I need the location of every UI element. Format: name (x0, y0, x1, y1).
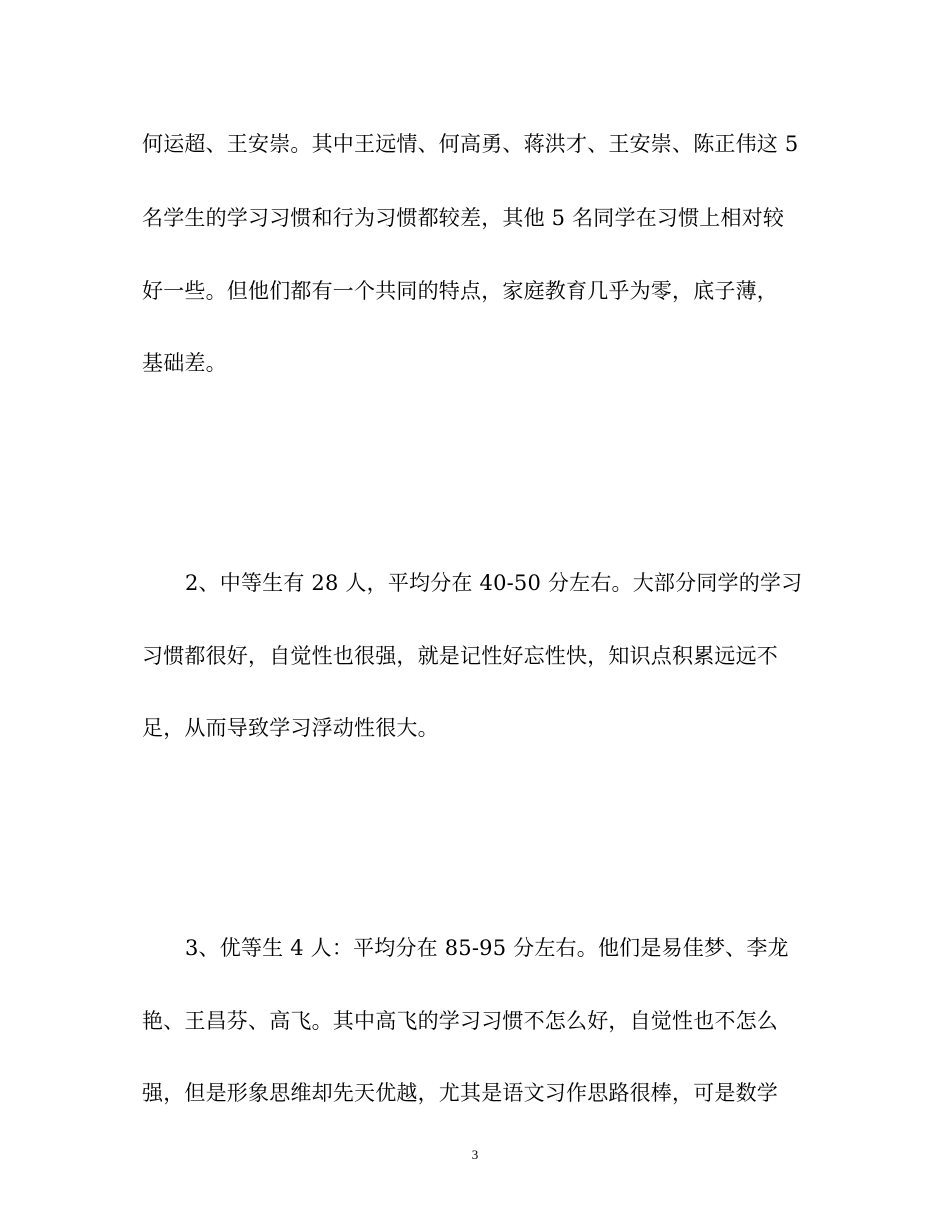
paragraph-1-line-3: 好一些。但他们都有一个共同的特点，家庭教育几乎为零，底子薄， (142, 279, 778, 303)
paragraph-3-line-3: 强，但是形象思维却先天优越，尤其是语文习作思路很棒，可是数学 (142, 1081, 778, 1105)
paragraph-1-line-1: 何运超、王安崇。其中王远情、何高勇、蒋洪才、王安崇、陈正伟这 5 (142, 132, 799, 156)
paragraph-3-line-2: 艳、王昌芬、高飞。其中高飞的学习习惯不怎么好，自觉性也不怎么 (142, 1009, 778, 1033)
page-number: 3 (471, 1147, 479, 1162)
paragraph-2-line-1: 2、中等生有 28 人，平均分在 40-50 分左右。大部分同学的学习 (185, 571, 803, 595)
paragraph-2-line-3: 足，从而导致学习浮动性很大。 (142, 716, 439, 740)
paragraph-3-line-1: 3、优等生 4 人：平均分在 85-95 分左右。他们是易佳梦、李龙 (185, 936, 789, 960)
paragraph-2-line-2: 习惯都很好，自觉性也很强，就是记性好忘性快，知识点积累远远不 (142, 644, 778, 668)
paragraph-1-line-4: 基础差。 (142, 351, 227, 375)
paragraph-1-line-2: 名学生的学习习惯和行为习惯都较差，其他 5 名同学在习惯上相对较 (142, 206, 785, 230)
